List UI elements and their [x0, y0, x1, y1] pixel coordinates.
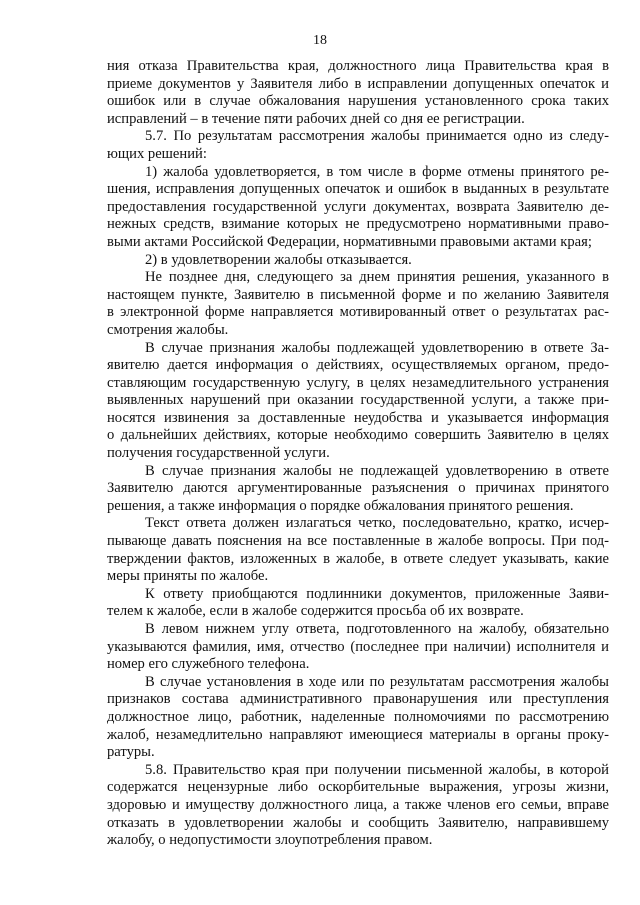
text-line: жалобу, о недопустимости злоупотребления правом.: [107, 832, 433, 849]
text-line: жалоб, незамедлительно направляют имеющиеся материалы в органы проку-: [107, 726, 609, 743]
text-line: исправлений – в течение пяти рабочих дней со дня ее регистрации.: [107, 110, 525, 127]
text-line: отказать в удовлетворении жалобы и сообщить Заявителю, направившему: [107, 814, 609, 831]
text-line: должностное лицо, работник, наделенные полномочиями по рассмотрению: [107, 708, 609, 725]
text-line: ошибок или в случае обжалования нарушения установленного срока таких: [107, 93, 609, 110]
text-line: номер его служебного телефона.: [107, 656, 310, 673]
text-line: настоящем пункте, Заявителю в письменной форме и по желанию Заявителя: [107, 286, 609, 303]
text-line: 1) жалоба удовлетворяется, в том числе в форме отмены принятого ре-: [145, 163, 609, 180]
text-line: выявленных нарушений при оказании государственной услуги, а также при-: [107, 392, 609, 409]
text-line: содержатся нецензурные либо оскорбительные выражения, угрозы жизни,: [107, 779, 609, 796]
text-line: ния отказа Правительства края, должностного лица Правительства края в: [107, 58, 609, 74]
text-line: В случае признания жалобы подлежащей удовлетворению в ответе За-: [145, 339, 609, 356]
text-line: шения, исправления допущенных опечаток и ошибок в выданных в результате: [107, 181, 609, 198]
page-number: 18: [313, 33, 327, 48]
text-line: ратуры.: [107, 744, 155, 761]
text-line: явителю дается информация о действиях, осуществляемых органом, предо-: [107, 357, 609, 374]
text-line: телем к жалобе, если в жалобе содержится просьба об их возврате.: [107, 603, 524, 620]
text-line: о дальнейших действиях, которые необходимо совершить Заявителю в целях: [107, 427, 609, 444]
text-line: меры приняты по жалобе.: [107, 568, 269, 585]
text-line: в электронной форме направляется мотивированный ответ о результатах рас-: [107, 304, 609, 321]
text-line: носятся извинения за доставленные неудобства и указывается информация: [107, 409, 609, 426]
text-line: указываются фамилия, имя, отчество (последнее при наличии) исполнителя и: [107, 638, 609, 655]
text-line: Текст ответа должен излагаться четко, последовательно, кратко, исчер-: [145, 515, 609, 532]
text-line: приеме документов у Заявителя либо в исправлении допущенных опечаток и: [107, 75, 609, 92]
text-line: нежных средств, взимание которых не предусмотрено нормативными право-: [107, 216, 609, 233]
text-line: признаков состава административного правонарушения или преступления: [107, 691, 609, 708]
text-line: тверждении фактов, изложенных в жалобе, в ответе следует указывать, какие: [107, 550, 609, 567]
text-line: ставляющим государственную услугу, в целях незамедлительного устранения: [107, 374, 609, 391]
text-line: пывающе давать пояснения на все поставленные в жалобе вопросы. При под-: [107, 533, 609, 550]
text-line: смотрения жалобы.: [107, 321, 229, 338]
text-line: К ответу приобщаются подлинники документов, приложенные Заяви-: [145, 585, 609, 602]
document-body: [107, 58, 609, 850]
text-line: 2) в удовлетворении жалобы отказывается.: [145, 251, 412, 268]
text-line: предоставления государственной услуги документах, возврата Заявителю де-: [107, 198, 609, 215]
text-line: здоровью и имуществу должностного лица, а также членов его семьи, вправе: [107, 796, 609, 813]
text-line: 5.8. Правительство края при получении письменной жалобы, в которой: [145, 761, 609, 778]
text-line: ющих решений:: [107, 145, 207, 162]
text-line: В случае признания жалобы не подлежащей удовлетворению в ответе: [145, 462, 609, 479]
text-line: Не позднее дня, следующего за днем принятия решения, указанного в: [145, 269, 609, 286]
text-line: решения, а также информация о порядке обжалования принятого решения.: [107, 497, 574, 514]
text-line: выми актами Российской Федерации, нормативными правовыми актами края;: [107, 233, 592, 250]
text-line: В левом нижнем углу ответа, подготовленного на жалобу, обязательно: [145, 621, 609, 637]
text-line: Заявителю даются аргументированные разъяснения о причинах принятого: [107, 480, 609, 497]
text-line: получения государственной услуги.: [107, 445, 330, 462]
text-line: 5.7. По результатам рассмотрения жалобы принимается одно из следу-: [145, 128, 609, 145]
text-line: В случае установления в ходе или по результатам рассмотрения жалобы: [145, 673, 609, 690]
